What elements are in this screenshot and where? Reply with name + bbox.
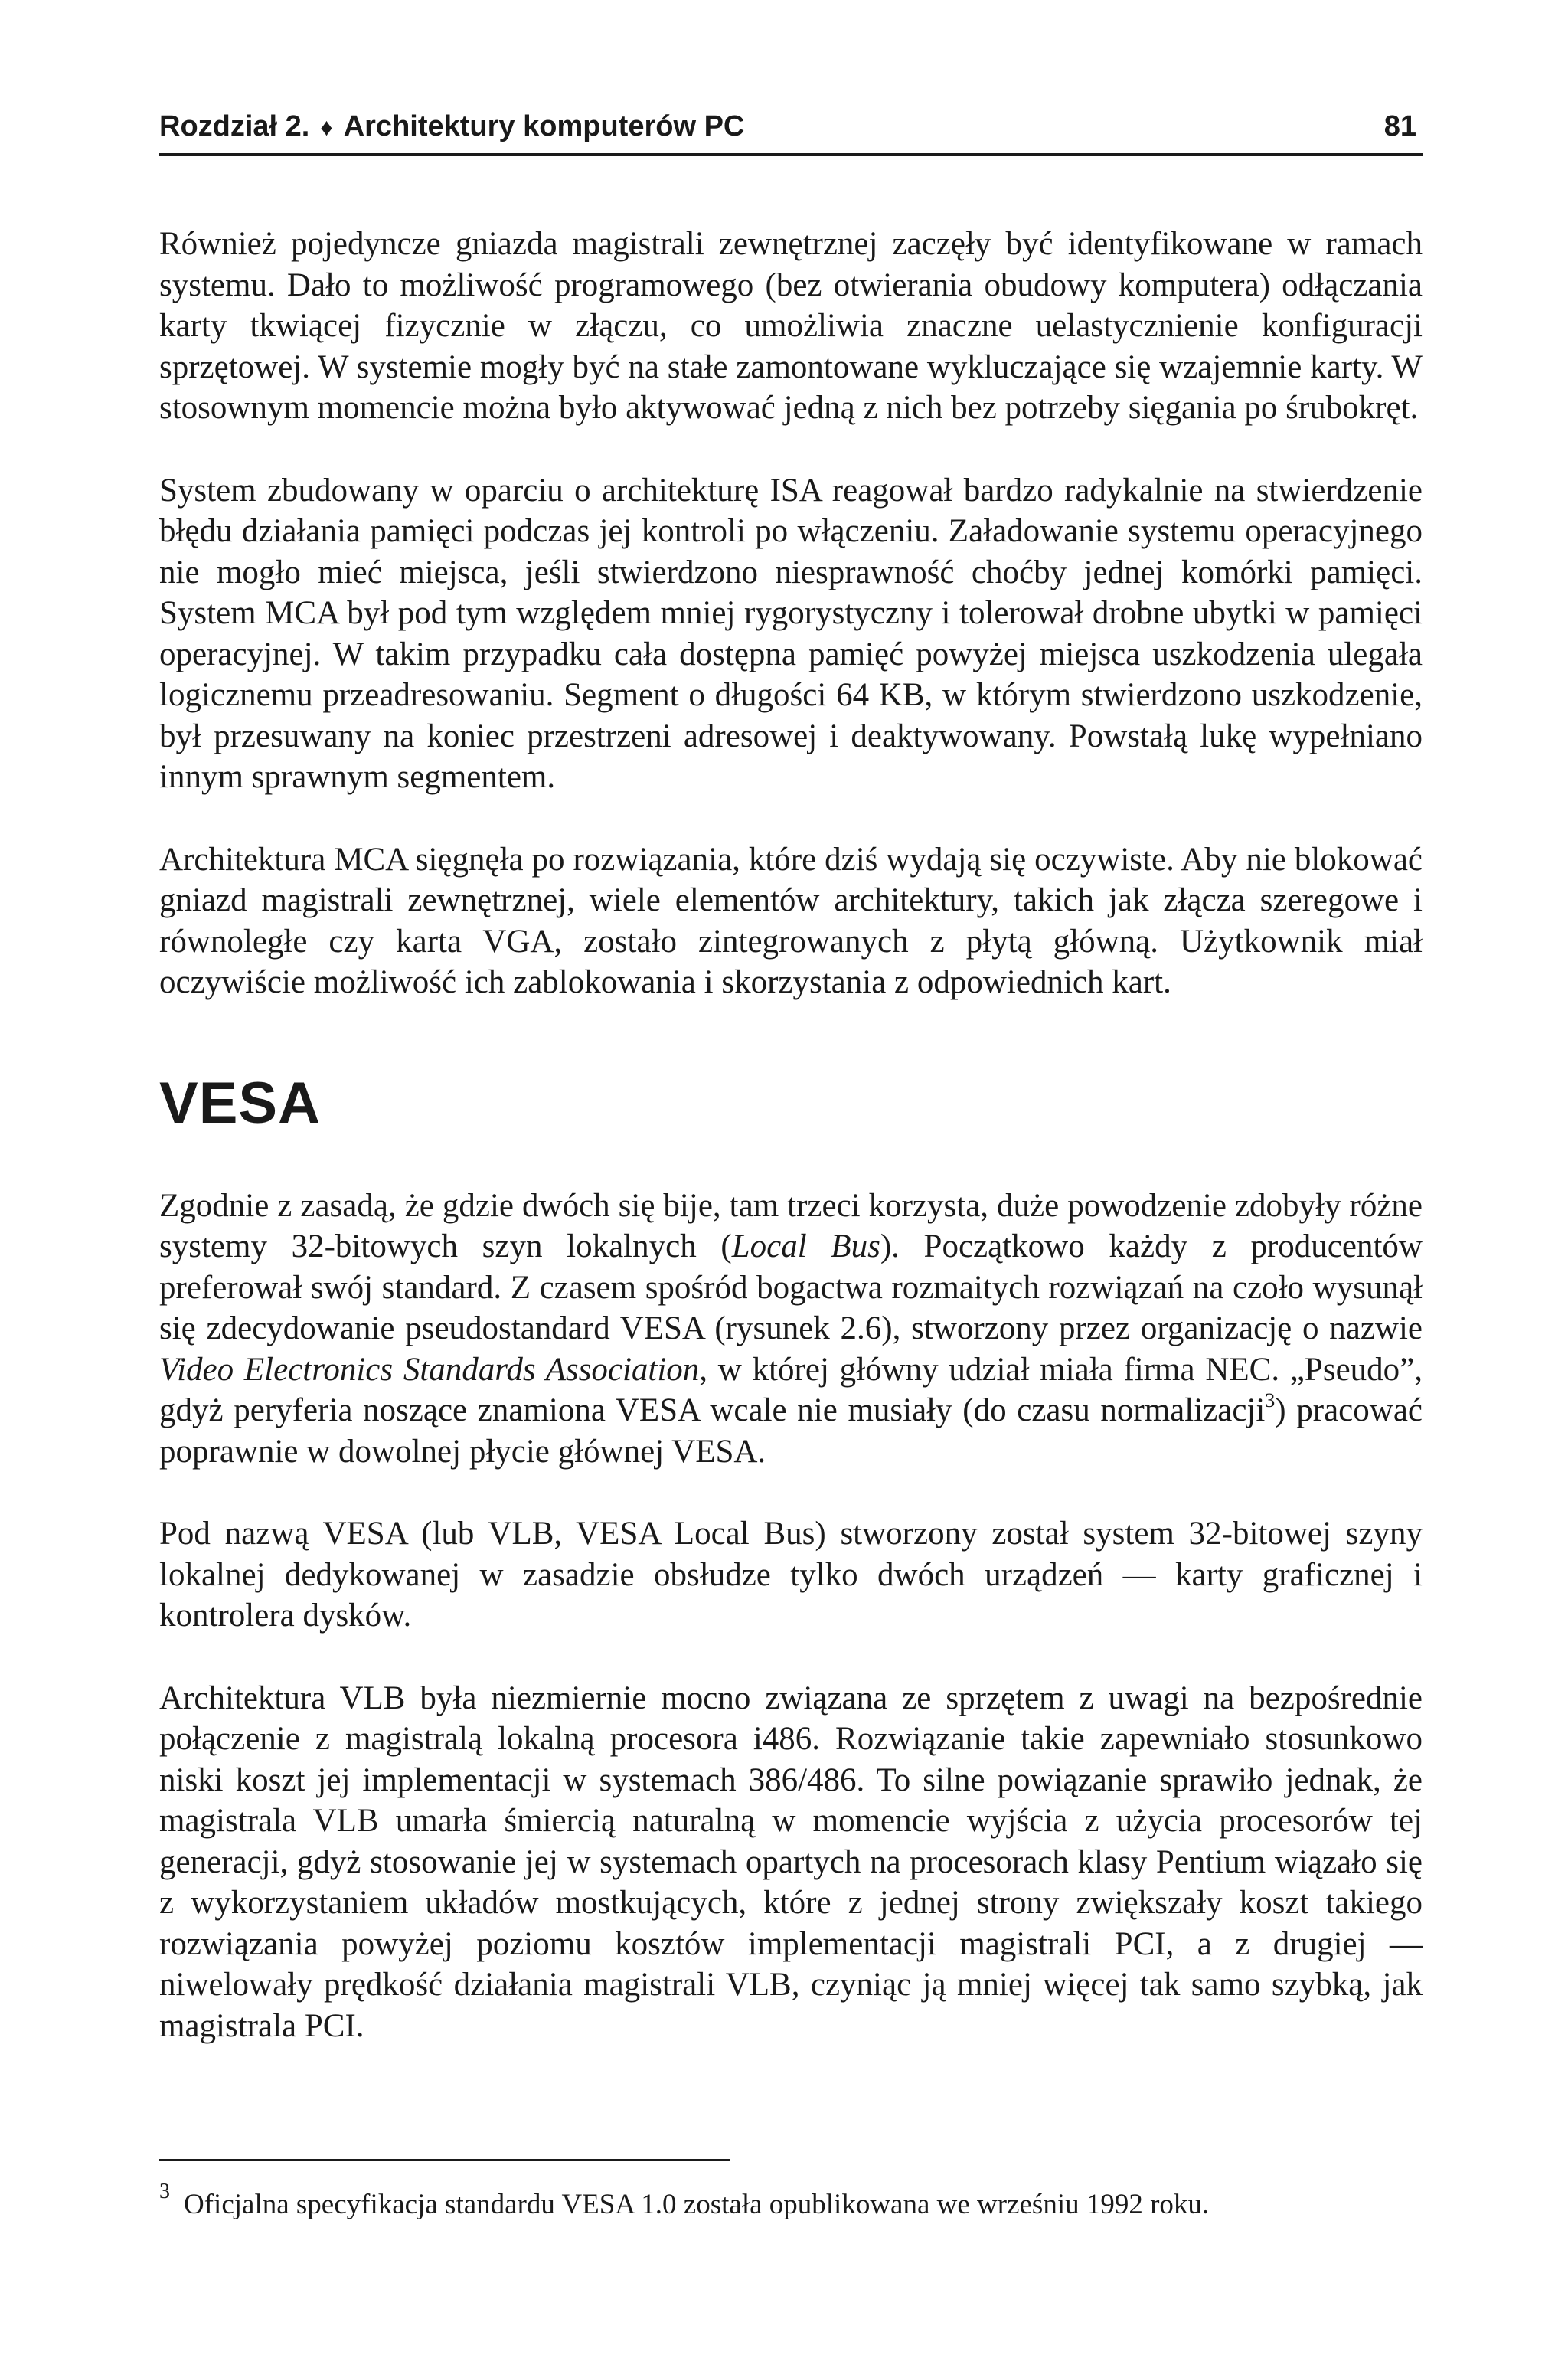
paragraph-3: Architektura MCA sięgnęła po rozwiązania, które dziś wydają się oczywiste. Aby nie blokować gniazd magistrali zewnętrznej, wiele elementów architektury, takich jak złącza szeregowe i równoległe czy karta VGA, zostało zintegrowanych z płytą główną. Użytkownik miał oczywiście możliwość ich zablokowania i skorzystania z odpowiednich kart. — [159, 841, 1423, 1000]
paragraph-6: Architektura VLB była niezmiernie mocno związana ze sprzętem z uwagi na bezpośrednie połączenie z magistralą lokalną procesora i486. Rozwiązanie takie zapewniało stosunkowo niski koszt jej implementacji w systemach 386/486. To silne powiązanie sprawiło jednak, że magistrala VLB umarła śmiercią naturalną w momencie wyjścia z użycia procesorów tej generacji, gdyż stosowanie jej w systemach opartych na procesorach klasy Pentium wiązało się z wykorzystaniem układów mostkujących, które z jednej strony zwiększały koszt takiego rozwiązania powyżej poziomu kosztów implementacji magistrali PCI, a z drugiej — niwelowały prędkość działania magistrali VLB, czyniąc ją mniej więcej tak samo szybką, jak magistrala PCI. — [159, 1680, 1423, 2044]
section-heading: VESA — [159, 1070, 321, 1136]
paragraph-5: Pod nazwą VESA (lub VLB, VESA Local Bus) stworzony został system 32-bitowej szyny lokalnej dedykowanej w zasadzie obsłudze tylko dwóch urządzeń — karty graficznej i kontrolera dysków. — [159, 1516, 1423, 1634]
p4-text-3: , w której główny udział miała firma NEC. „Pseudo”, gdyż peryferia noszące znamiona VESA wcale nie musiały (do czasu normalizacji — [159, 1351, 1423, 1428]
book-page — [159, 0, 1423, 2355]
p4-text-1: Zgodnie z zasadą, że gdzie dwóch się bije, tam trzeci korzysta, duże powodzenie zdobyły różne systemy 32-bitowych szyn lokalnych ( — [159, 1187, 1423, 1264]
body-text — [159, 224, 1423, 2088]
p4-text-2: ). Początkowo każdy z producentów preferował swój standard. Z czasem spośród bogactwa rozmaitych rozwiązań na czoło wysunął się zdecydowanie pseudostandard VESA (rysunek 2.6), stworzony przez organizację o nazwie — [159, 1228, 1423, 1346]
footnote-reference: 3 — [1265, 1389, 1276, 1411]
p4-italic-local-bus: Local Bus — [731, 1228, 880, 1264]
diamond-separator-icon: ♦ — [320, 113, 333, 141]
paragraph-4 — [159, 1186, 1423, 1473]
p4-text-4: ) pracować poprawnie w dowolnej płycie głównej VESA. — [159, 1392, 1423, 1470]
page-number: 81 — [1383, 110, 1416, 142]
footnote-text: Oficjalna specyfikacja standardu VESA 1.0 została opublikowana we wrześniu 1992 roku. — [184, 2189, 1210, 2220]
running-header — [159, 100, 1423, 156]
chapter-label: Rozdział 2. — [159, 110, 310, 142]
paragraph-1: Również pojedyncze gniazda magistrali zewnętrznej zaczęły być identyfikowane w ramach systemu. Dało to możliwość programowego (bez otwierania obudowy komputera) odłączania karty tkwiącej fizycznie w złączu, co umożliwia znaczne uelastycznienie konfiguracji sprzętowej. W systemie mogły być na stałe zamontowane wykluczające się wzajemnie karty. W stosownym momencie można było aktywować jedną z nich bez potrzeby sięgania po śrubokręt. — [159, 226, 1423, 426]
chapter-name: Architektury komputerów PC — [343, 110, 745, 142]
footnote: 3 Oficjalna specyfikacja standardu VESA 1.0 została opublikowana we wrześniu 1992 roku. — [159, 2180, 1210, 2220]
footnote-divider — [159, 2159, 730, 2161]
p4-italic-vesa-name: Video Electronics Standards Association — [159, 1351, 700, 1388]
paragraph-2: System zbudowany w oparciu o architekturę ISA reagował bardzo radykalnie na stwierdzenie błędu działania pamięci podczas jej kontroli po włączeniu. Załadowanie systemu operacyjnego nie mogło mieć miejsca, jeśli stwierdzono niesprawność choćby jednej komórki pamięci. System MCA był pod tym względem mniej rygorystyczny i tolerował drobne ubytki w pamięci operacyjnej. W takim przypadku cała dostępna pamięć powyżej miejsca uszkodzenia ulegała logicznemu przeadresowaniu. Segment o długości 64 KB, w którym stwierdzono uszkodzenie, był przesuwany na koniec przestrzeni adresowej i deaktywowany. Powstałą lukę wypełniano innym sprawnym segmentem. — [159, 472, 1423, 795]
chapter-title — [159, 100, 744, 154]
